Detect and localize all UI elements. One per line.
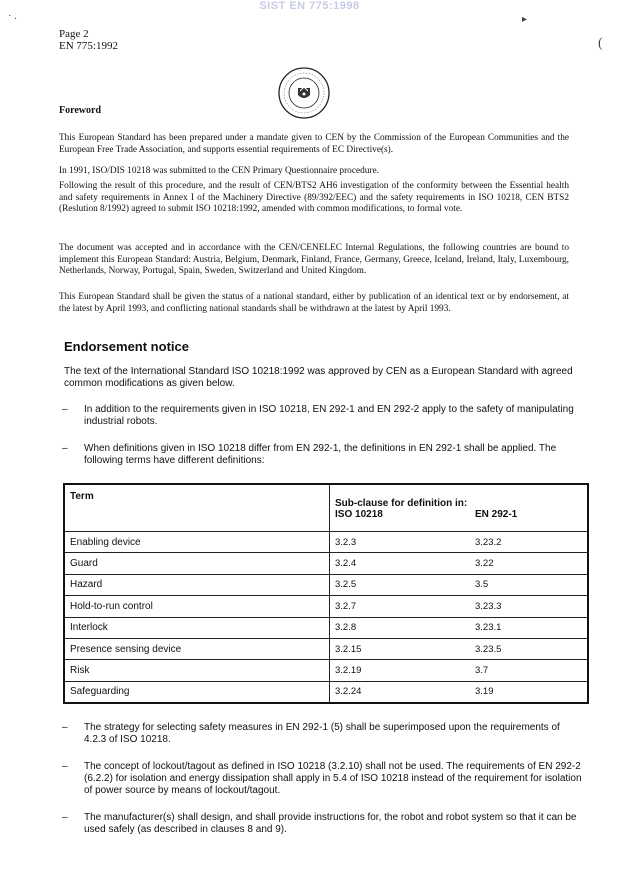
table-cell-iso: 3.2.8 <box>330 617 471 638</box>
table-header-subclause-title: Sub-clause for definition in: <box>335 498 468 509</box>
foreword-paragraph: This European Standard shall be given the status of a national standard, either by publication of an identical text or by endorsement, at the latest by April 1993, and conflicting national standards shall be withdrawn at the latest by April 1993. <box>59 292 569 314</box>
table-row <box>64 574 588 595</box>
table-cell-en: 3.5 <box>470 574 588 595</box>
table-cell-iso: 3.2.7 <box>330 596 471 617</box>
table-cell-term: Interlock <box>64 617 330 638</box>
table-cell-term: Safeguarding <box>64 681 330 703</box>
table-cell-term: Presence sensing device <box>64 638 330 659</box>
watermark: SIST EN 775:1998 <box>259 0 360 12</box>
document-number: EN 775:1992 <box>59 40 118 52</box>
bullet-dash: – <box>62 812 68 823</box>
table-cell-term: Hazard <box>64 574 330 595</box>
endorsement-heading: Endorsement notice <box>64 339 189 354</box>
table-cell-iso: 3.2.5 <box>330 574 471 595</box>
table-cell-iso: 3.2.3 <box>330 532 471 553</box>
endorsement-intro: The text of the International Standard ISO 10218:1992 was approved by CEN as a European Standard with agreed common modifications as given below. <box>64 366 573 389</box>
bullet-dash: – <box>62 761 68 772</box>
table-cell-en: 3.23.3 <box>470 596 588 617</box>
table-cell-en: 3.23.5 <box>470 638 588 659</box>
table-row <box>64 617 588 638</box>
table-cell-en: 3.22 <box>470 553 588 574</box>
table-cell-en: 3.7 <box>470 660 588 681</box>
bullet-dash: – <box>62 722 68 733</box>
scan-speck: ˙ · <box>8 14 18 25</box>
endorsement-item: The manufacturer(s) shall design, and shall provide instructions for, the robot and robot system so that it can be used safely (as described in clauses 8 and 9). <box>84 812 577 835</box>
table-cell-term: Risk <box>64 660 330 681</box>
table-row <box>64 638 588 659</box>
scan-speck: ( <box>598 36 603 51</box>
table-cell-iso: 3.2.19 <box>330 660 471 681</box>
foreword-paragraph: Following the result of this procedure, and the result of CEN/BTS2 AH6 investigation of the conformity between the Essential health and safety requirements in Annex I of the Machinery Directive (89/392/EEC) and the safety requirements in ISO 10218, CEN BTS2 (Reslution 8/1992) agreed to submit ISO 10218:1992, amended with common modifications, to formal vote. <box>59 181 569 215</box>
table-cell-term: Enabling device <box>64 532 330 553</box>
table-cell-en: 3.23.2 <box>470 532 588 553</box>
table-cell-term: Hold-to-run control <box>64 596 330 617</box>
endorsement-item: When definitions given in ISO 10218 differ from EN 292-1, the definitions in EN 292-1 shall be applied. The following terms have different definitions: <box>84 443 557 466</box>
definitions-table <box>63 483 589 704</box>
page-number: Page 2 <box>59 28 89 40</box>
table-cell-en: 3.19 <box>470 681 588 703</box>
table-row <box>64 553 588 574</box>
table-header-term: Term <box>64 484 330 532</box>
foreword-paragraph: The document was accepted and in accordance with the CEN/CENELEC Internal Regulations, the following countries are bound to implement this European Standard: Austria, Belgium, Denmark, Finland, France, Germany, Greece, Iceland, Ireland, Italy, Luxembourg, Netherlands, Norway, Portugal, Spain, Sweden, Switzerland and United Kingdom. <box>59 243 569 277</box>
foreword-paragraph: This European Standard has been prepared under a mandate given to CEN by the Commission of the European Communities and the European Free Trade Association, and supports essential requirements of EC Directive(s). <box>59 133 569 155</box>
scan-speck: ▸ <box>522 14 528 25</box>
foreword-heading: Foreword <box>59 105 102 116</box>
table-cell-term: Guard <box>64 553 330 574</box>
table-header-en: EN 292-1 <box>475 509 518 520</box>
bullet-dash: – <box>62 404 68 415</box>
table-header-row <box>64 484 588 532</box>
table-header-iso: ISO 10218 <box>335 509 383 520</box>
endorsement-item: In addition to the requirements given in ISO 10218, EN 292-1 and EN 292-2 apply to the safety of manipulating industrial robots. <box>84 404 574 427</box>
bullet-dash: – <box>62 443 68 454</box>
table-row <box>64 660 588 681</box>
table-row <box>64 532 588 553</box>
table-cell-en: 3.23.1 <box>470 617 588 638</box>
endorsement-item: The concept of lockout/tagout as defined in ISO 10218 (3.2.10) shall not be used. The requirements of EN 292-2 (6.2.2) for isolation and energy dissipation shall apply in 5.4 of ISO 10218 instead of the requirement for isolation of power source by means of lockout/tagout. <box>84 761 582 796</box>
table-row <box>64 681 588 703</box>
endorsement-item: The strategy for selecting safety measures in EN 292-1 (5) shall be superimposed upon the requirements of 4.2.3 of ISO 10218. <box>84 722 560 745</box>
table-header-subclause <box>330 484 589 532</box>
table-cell-iso: 3.2.4 <box>330 553 471 574</box>
table-row <box>64 596 588 617</box>
table-cell-iso: 3.2.15 <box>330 638 471 659</box>
institute-seal-stamp <box>277 66 331 120</box>
foreword-paragraph: In 1991, ISO/DIS 10218 was submitted to the CEN Primary Questionnaire procedure. <box>59 166 379 176</box>
table-cell-iso: 3.2.24 <box>330 681 471 703</box>
